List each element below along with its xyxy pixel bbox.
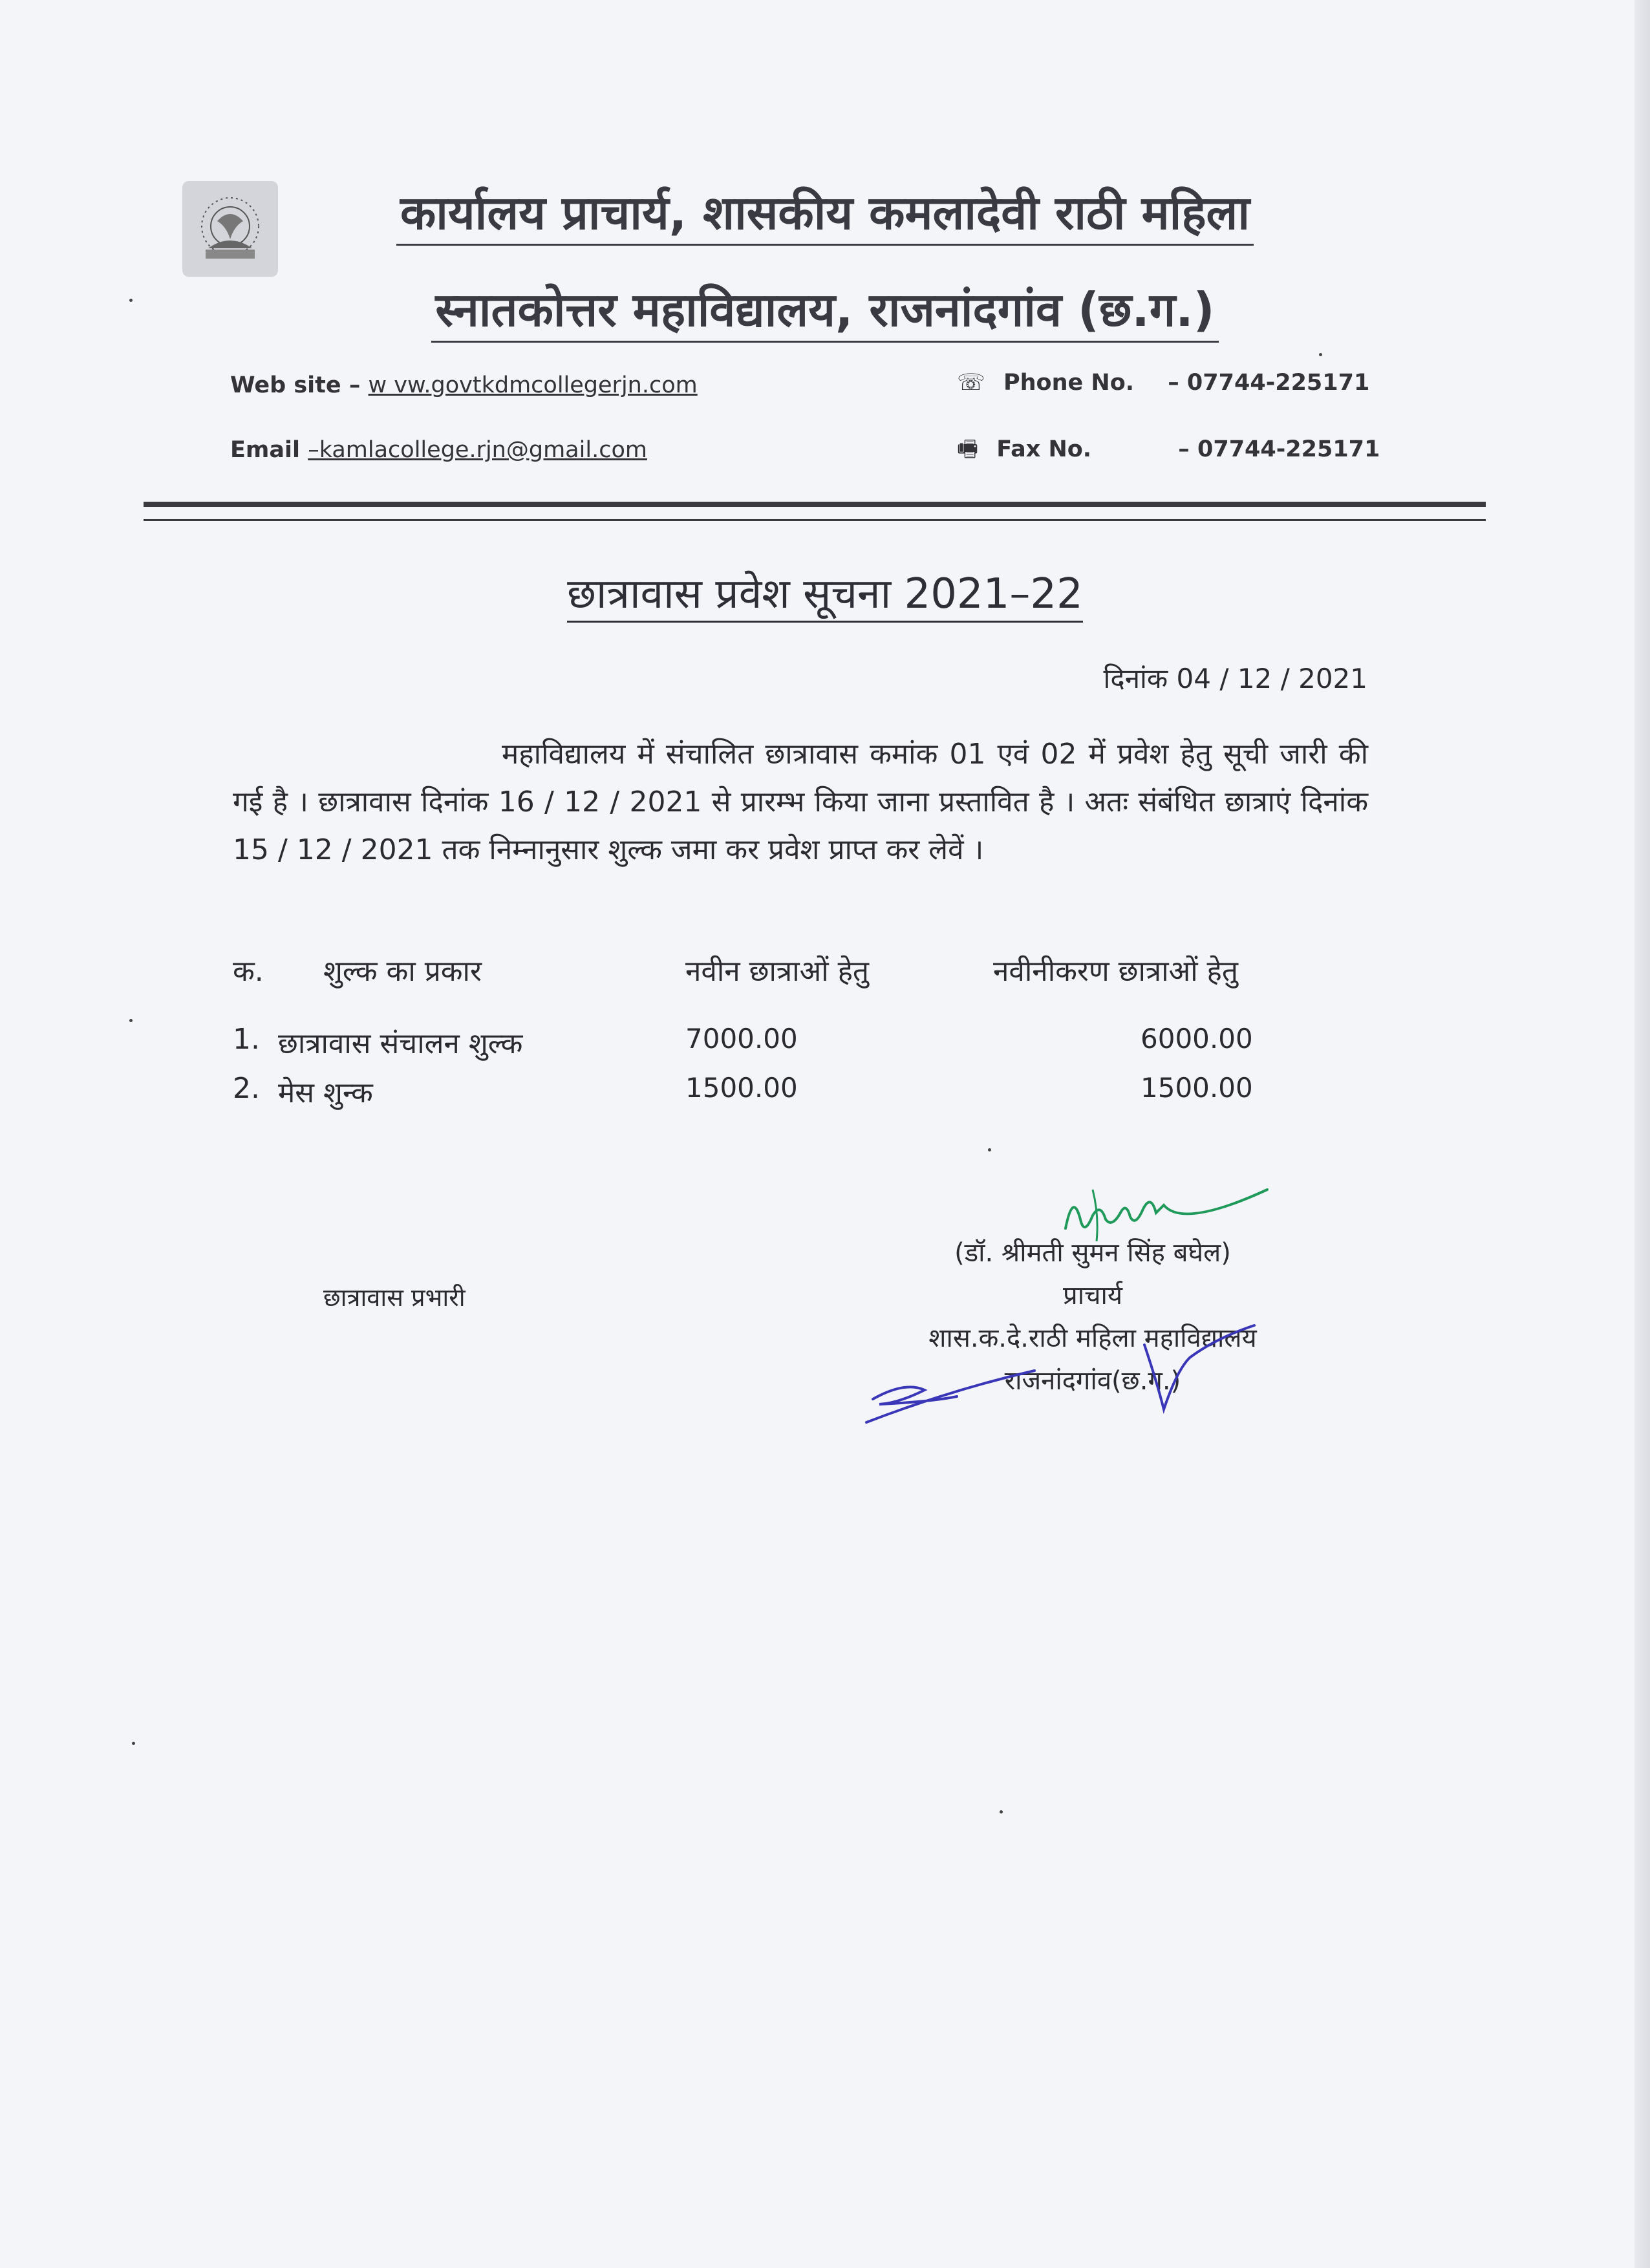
- scan-speck: [988, 1148, 991, 1151]
- letterhead-line-1: [0, 180, 1650, 243]
- blue-signature: [853, 1319, 1267, 1435]
- notice-body: महाविद्यालय में संचालित छात्रावास कमांक 01 एवं 02 में प्रवेश हेतु सूची जारी की गई है । छात्रावास दिनांक 16 / 12 / 2021 से प्रारम्भ किया जाना प्रस्तावित है । अतः संबंधित छात्राएं दिनांक 15 / 12 / 2021 तक निम्नानुसार शुल्क जमा कर प्रवेश प्राप्त कर लेवें ।: [233, 738, 1368, 866]
- header-sno: क.: [233, 955, 264, 988]
- table-row: [233, 1072, 1409, 1121]
- row-sno: 2.: [233, 1072, 260, 1105]
- header-fee-type: शुल्क का प्रकार: [323, 955, 482, 988]
- fee-table: [233, 950, 1409, 1121]
- fax-value: – 07744-225171: [1178, 436, 1380, 462]
- phone-value: – 07744-225171: [1168, 370, 1370, 396]
- phone-icon: ☏: [957, 370, 985, 396]
- website-label: Web site –: [230, 372, 361, 398]
- row-new-fee: 7000.00: [685, 1023, 798, 1054]
- scan-speck: [132, 1742, 135, 1745]
- row-sno: 1.: [233, 1023, 260, 1056]
- signatory-city: राजनांदगांव(छ.ग.): [1004, 1366, 1181, 1396]
- page-edge: [1634, 0, 1650, 2268]
- letterhead-line-2-text: स्नातकोत्तर महाविद्यालय, राजनांदगांव (छ.ग.): [431, 283, 1218, 343]
- signatory-designation: प्राचार्य: [1062, 1281, 1123, 1311]
- website-line: [230, 372, 698, 398]
- table-row: [233, 1023, 1409, 1072]
- row-new-fee: 1500.00: [685, 1072, 798, 1104]
- header-new-students: नवीन छात्राओं हेतु: [685, 955, 870, 988]
- fax-label: Fax No.: [996, 436, 1092, 462]
- row-fee-type: मेस शुन्क: [278, 1076, 373, 1109]
- phone-label: Phone No.: [1003, 370, 1135, 396]
- scan-speck: [129, 299, 133, 302]
- email-link[interactable]: –kamlacollege.rjn@gmail.com: [308, 437, 647, 463]
- notice-date: दिनांक 04 / 12 / 2021: [1103, 663, 1367, 694]
- fee-table-header: [233, 950, 1409, 1000]
- signatory-name: (डॉ. श्रीमती सुमन सिंह बघेल): [954, 1238, 1231, 1268]
- header-rule-thick: [144, 502, 1486, 507]
- scan-speck: [129, 1019, 133, 1022]
- scan-speck: [1319, 353, 1322, 356]
- row-renewal-fee: 1500.00: [1141, 1072, 1253, 1104]
- email-label: Email: [230, 437, 300, 463]
- row-fee-type: छात्रावास संचालन शुल्क: [278, 1027, 523, 1060]
- letterhead-line-2: [0, 277, 1650, 340]
- letterhead-line-1-text: कार्यालय प्राचार्य, शासकीय कमलादेवी राठी महिला: [396, 186, 1254, 246]
- email-line: [230, 437, 647, 463]
- fax-line: [957, 433, 1380, 471]
- hostel-warden-label: छात्रावास प्रभारी: [323, 1283, 466, 1312]
- row-renewal-fee: 6000.00: [1141, 1023, 1253, 1054]
- scan-speck: [1000, 1810, 1003, 1813]
- header-renewal-students: नवीनीकरण छात्राओं हेतु: [993, 955, 1239, 988]
- header-rule-thin: [144, 519, 1486, 521]
- notice-title-text: छात्रावास प्रवेश सूचना 2021–22: [567, 570, 1083, 623]
- notice-title: [0, 564, 1650, 620]
- website-link[interactable]: w vw.govtkdmcollegerjn.com: [368, 372, 698, 398]
- fax-icon: 🖷: [957, 436, 979, 462]
- phone-line: [957, 370, 1369, 396]
- signatory-institution: शास.क.दे.राठी महिला महाविद्यालय: [928, 1323, 1257, 1353]
